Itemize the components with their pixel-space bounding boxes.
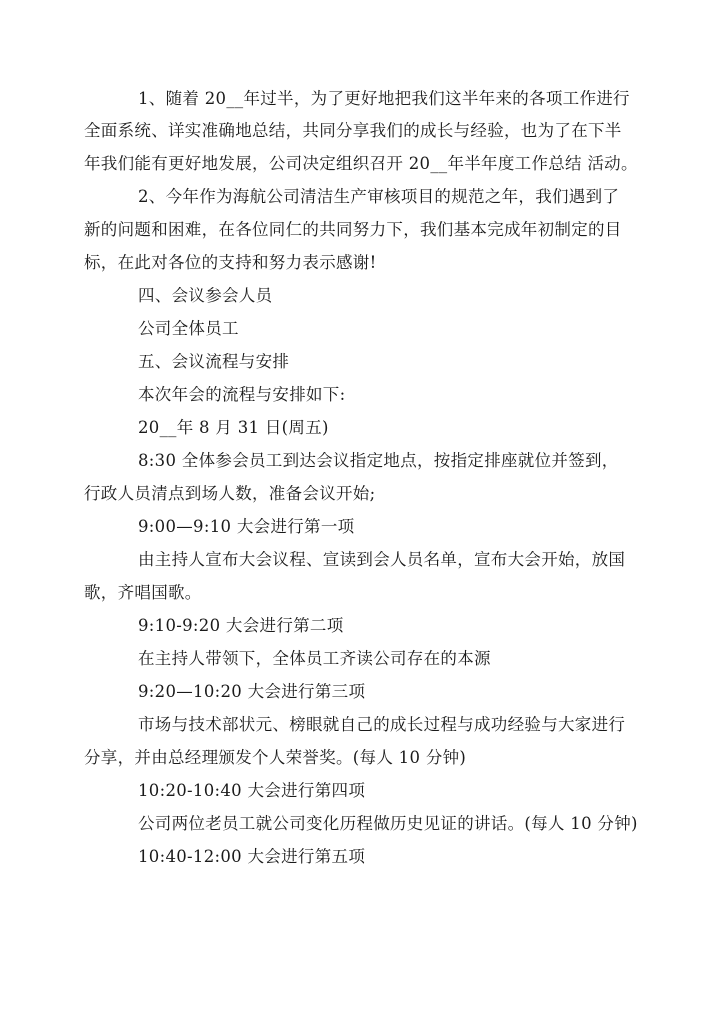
agenda-date: 20__年 8 月 31 日(周五) xyxy=(138,418,329,437)
agenda-time-3: 9:20—10:20 大会进行第三项 xyxy=(138,682,366,701)
agenda-item-1-line-2: 歌，齐唱国歌。 xyxy=(84,583,202,602)
agenda-item-0830-line-1: 8:30 全体参会员工到达会议指定地点，按指定排座就位并签到， xyxy=(138,451,619,470)
agenda-item-3-line-1: 市场与技术部状元、榜眼就自己的成长过程与成功经验与大家进行 xyxy=(138,715,626,734)
agenda-time-5: 10:40-12:00 大会进行第五项 xyxy=(138,847,366,866)
agenda-intro: 本次年会的流程与安排如下: xyxy=(138,385,346,404)
section-heading-agenda: 五、会议流程与安排 xyxy=(138,352,290,371)
paragraph-1-line-3: 年我们能有更好地发展，公司决定组织召开 20__年半年度工作总结 活动。 xyxy=(84,154,638,173)
paragraph-2-line-2: 新的问题和困难，在各位同仁的共同努力下，我们基本完成年初制定的目 xyxy=(84,220,622,239)
paragraph-1-line-1: 1、随着 20__年过半，为了更好地把我们这半年来的各项工作进行 xyxy=(138,89,630,108)
agenda-item-2: 在主持人带领下，全体员工齐读公司存在的本源 xyxy=(138,649,491,668)
attendees-text: 公司全体员工 xyxy=(138,319,239,338)
agenda-item-3-line-2: 分享，并由总经理颁发个人荣誉奖。(每人 10 分钟) xyxy=(84,748,467,767)
paragraph-1-line-2: 全面系统、详实准确地总结，共同分享我们的成长与经验，也为了在下半 xyxy=(84,121,622,140)
section-heading-attendees: 四、会议参会人员 xyxy=(138,286,273,305)
paragraph-2-line-3: 标，在此对各位的支持和努力表示感谢! xyxy=(84,253,377,272)
agenda-item-0830-line-2: 行政人员清点到场人数，准备会议开始; xyxy=(84,484,376,503)
agenda-item-1-line-1: 由主持人宣布大会议程、宣读到会人员名单，宣布大会开始，放国 xyxy=(138,550,626,569)
agenda-time-1: 9:00—9:10 大会进行第一项 xyxy=(138,517,355,536)
agenda-time-2: 9:10-9:20 大会进行第二项 xyxy=(138,616,344,635)
agenda-time-4: 10:20-10:40 大会进行第四项 xyxy=(138,781,366,800)
agenda-item-4: 公司两位老员工就公司变化历程做历史见证的讲话。(每人 10 分钟) xyxy=(138,814,638,833)
paragraph-2-line-1: 2、今年作为海航公司清洁生产审核项目的规范之年，我们遇到了 xyxy=(138,187,620,206)
